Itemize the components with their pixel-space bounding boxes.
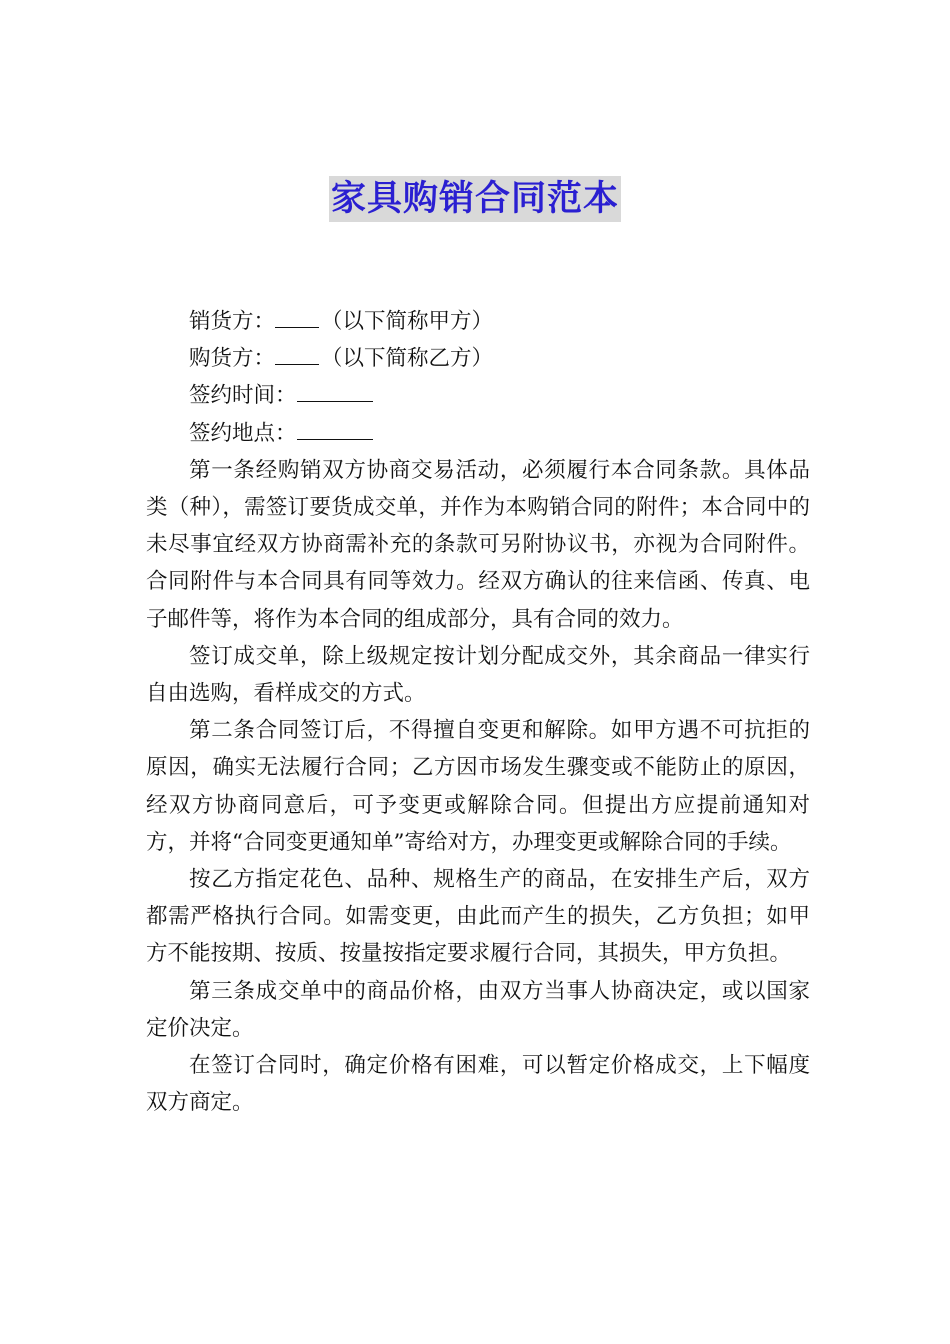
article-2-paragraph: 第二条合同签订后，不得擅自变更和解除。如甲方遇不可抗拒的原因，确实无法履行合同；乙方因市场发生骤变或不能防止的原因，经双方协商同意后，可予变更或解除合同。但提出方应提前通知对方，并将“合同变更通知单”寄给对方，办理变更或解除合同的手续。 [146,718,810,855]
buyer-label: 购货方： [189,346,276,372]
document-title: 家具购销合同范本 [329,176,621,222]
buyer-suffix: （以下简称乙方） [321,346,494,372]
title-container [0,176,950,222]
article-3-paragraph: 第三条成交单中的商品价格，由双方当事人协商决定，或以国家定价决定。 [146,978,810,1041]
sign-place-label: 签约地点： [189,420,297,446]
seller-line [146,303,810,340]
buyer-line [146,340,810,377]
sign-time-line [146,377,810,414]
custom-goods-paragraph: 按乙方指定花色、品种、规格生产的商品，在安排生产后，双方都需严格执行合同。如需变更，由此而产生的损失，乙方负担；如甲方不能按期、按质、按量按指定要求履行合同，其损失，甲方负担。 [146,867,810,967]
sign-place-blank [297,421,373,440]
buyer-blank [275,346,319,365]
provisional-price-paragraph: 在签订合同时，确定价格有困难，可以暂定价格成交，上下幅度双方商定。 [146,1053,810,1116]
document-body [146,303,810,1121]
sign-time-label: 签约时间： [189,383,297,409]
seller-label: 销货方： [189,309,276,334]
sign-place-line [146,415,810,452]
deal-sheet-paragraph: 签订成交单，除上级规定按计划分配成交外，其余商品一律实行自由选购，看样成交的方式。 [146,643,810,707]
seller-blank [275,309,319,328]
article-1-paragraph: 第一条经购销双方协商交易活动，必须履行本合同条款。具体品类（种），需签订要货成交单，并作为本购销合同的附件；本合同中的未尽事宜经双方协商需补充的条款可另附协议书，亦视为合同附件。合同附件与本合同具有同等效力。经双方确认的往来信函、传真、电子邮件等，将作为本合同的组成部分，具有合同的效力。 [146,457,810,632]
seller-suffix: （以下简称甲方） [321,309,494,334]
sign-time-blank [297,383,373,402]
